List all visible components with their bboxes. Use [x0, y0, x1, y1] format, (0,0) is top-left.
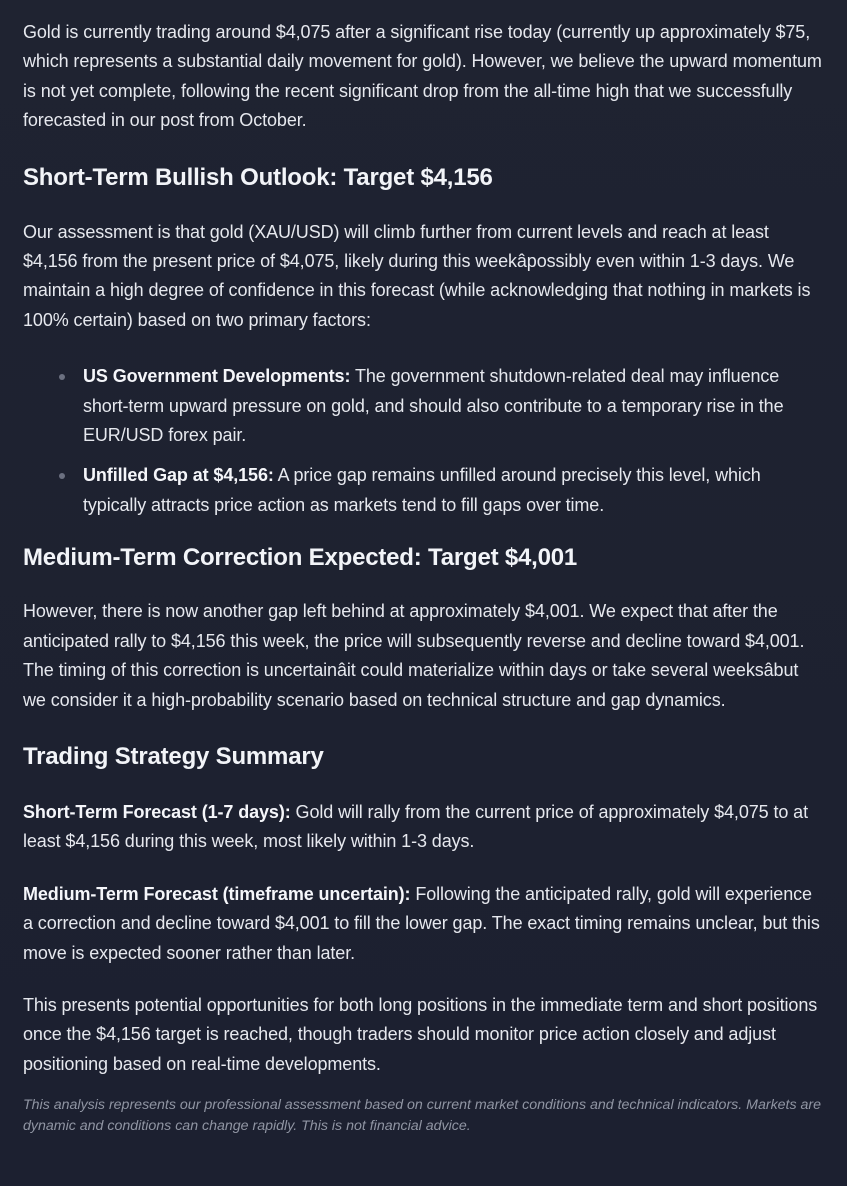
- intro-paragraph: Gold is currently trading around $4,075 after a significant rise today (currently up approximately $75, which represents a substantial daily movement for gold). However, we believe the upward momentum is not yet complete, following the recent significant drop from the all-time high that we successfully forecasted in our post from October.: [23, 22, 822, 131]
- factor-text: A price gap remains unfilled around precisely this level, which typically attracts price action as markets tend to fill gaps over time.: [83, 465, 761, 515]
- medium-term-forecast-text: Following the anticipated rally, gold will experience a correction and decline toward $4,001 to fill the lower gap. The exact timing remains unclear, but this move is expected sooner rather than later.: [23, 883, 820, 963]
- list-item: [83, 461, 824, 520]
- short-term-forecast-label: Short-Term Forecast (1-7 days):: [23, 801, 291, 822]
- assessment-paragraph: Our assessment is that gold (XAU/USD) will climb further from current levels and reach at least $4,156 from the present price of $4,075, likely during this weekâpossibly even within 1-3 days. We maintain a high degree of confidence in this forecast (while acknowledging that nothing in markets is 100% certain) based on two primary factors:: [23, 221, 811, 330]
- short-term-forecast-text: Gold will rally from the current price of approximately $4,075 to at least $4,156 during this week, most likely within 1-3 days.: [23, 801, 808, 852]
- short-term-forecast: [23, 798, 824, 857]
- strategy-heading: Trading Strategy Summary: [23, 742, 324, 770]
- opportunities-paragraph: This presents potential opportunities for both long positions in the immediate term and short positions once the $4,156 target is reached, though traders should monitor price action closely and adjust positioning based on real-time developments.: [23, 994, 818, 1074]
- short-term-heading: Short-Term Bullish Outlook: Target $4,156: [23, 163, 493, 191]
- factor-text: The government shutdown-related deal may influence short-term upward pressure on gold, and should also contribute to a temporary rise in the EUR/USD forex pair.: [83, 366, 784, 446]
- list-item: [83, 362, 824, 450]
- factors-list: [23, 362, 824, 520]
- medium-term-paragraph: However, there is now another gap left behind at approximately $4,001. We expect that after the anticipated rally to $4,156 this week, the price will subsequently reverse and decline toward $4,001. The timing of this correction is uncertainâit could materialize within days or take several weeksâbut we consider it a high-probability scenario based on technical structure and gap dynamics.: [23, 601, 805, 710]
- factor-label: US Government Developments:: [83, 366, 351, 387]
- medium-term-forecast: [23, 880, 824, 968]
- medium-term-heading: Medium-Term Correction Expected: Target $4,001: [23, 544, 578, 572]
- medium-term-forecast-label: Medium-Term Forecast (timeframe uncertain):: [23, 883, 411, 904]
- factor-label: Unfilled Gap at $4,156:: [83, 465, 274, 486]
- disclaimer: This analysis represents our professional assessment based on current market conditions and technical indicators. Markets are dynamic and conditions can change rapidly. This is not financial advice.: [23, 1097, 822, 1134]
